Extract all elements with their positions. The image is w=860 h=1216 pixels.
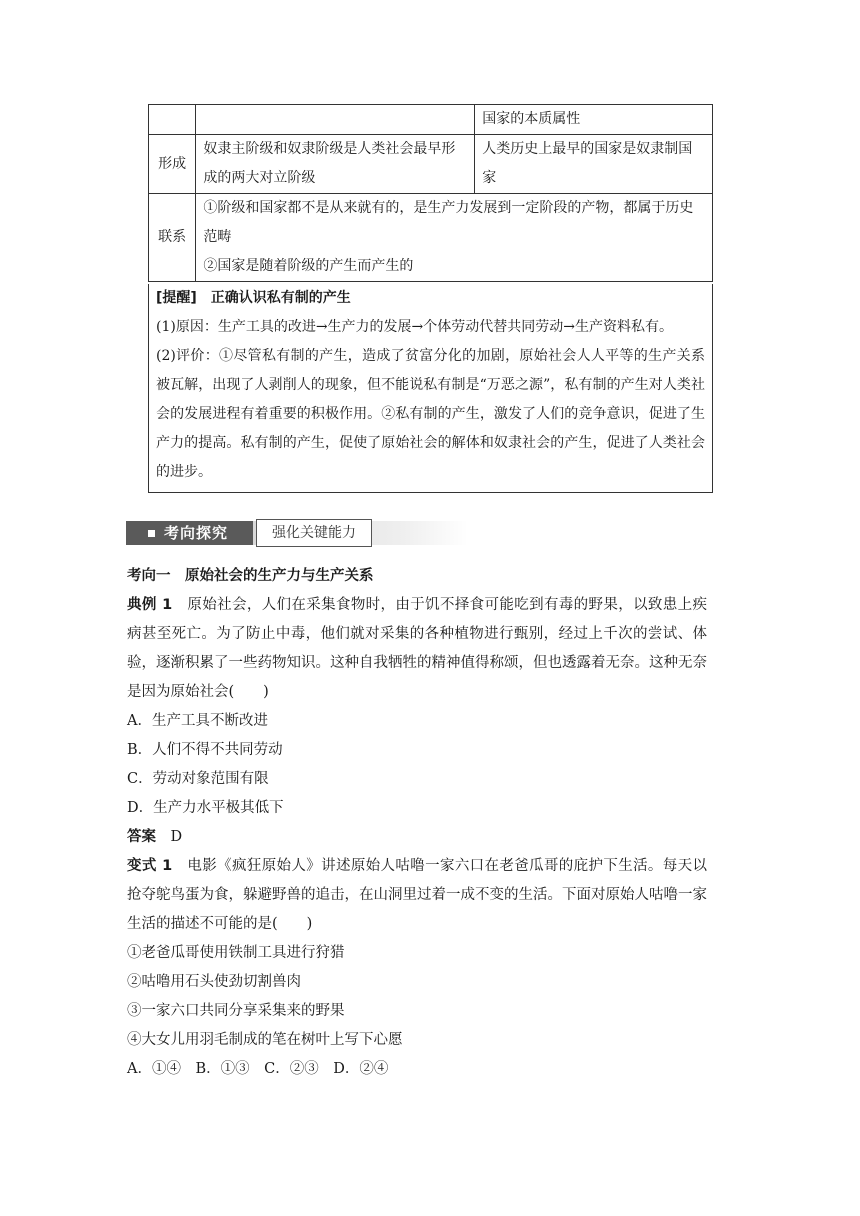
banner-dark-label: 考向探究: [164, 524, 229, 542]
table-cell: 奴隶主阶级和奴隶阶级是人类社会最早形成的两大对立阶级: [196, 135, 475, 194]
relation-point-2: ②国家是随着阶级的产生而产生的: [203, 258, 414, 274]
variant-item-2: ②咕噜用石头使劲切割兽肉: [127, 974, 301, 990]
section-body: [127, 562, 707, 1084]
table-row: [149, 194, 713, 282]
option-c: C．劳动对象范围有限: [127, 771, 269, 787]
variant-text: 电影《疯狂原始人》讲述原始人咕噜一家六口在老爸瓜哥的庇护下生活。每天以抢夺鸵鸟蛋为食，躲避野兽的追击，在山洞里过着一成不变的生活。下面对原始人咕噜一家生活的描述不可能的是( ): [127, 858, 708, 932]
tip-tag: [提醒]: [156, 290, 197, 306]
row-label-relation: 联系: [149, 194, 196, 282]
table-cell-empty: [149, 105, 196, 135]
table-cell-empty: [196, 105, 475, 135]
section-heading: 考向一 原始社会的生产力与生产关系: [127, 568, 374, 584]
answer-line: [127, 823, 707, 852]
variant-label: 变式 1: [127, 858, 173, 874]
class-state-table: [148, 104, 713, 282]
variant-item-3: ③一家六口共同分享采集来的野果: [127, 1003, 345, 1019]
option-a: A．生产工具不断改进: [127, 713, 268, 729]
example-text: 原始社会，人们在采集食物时，由于饥不择食可能吃到有毒的野果，以致患上疾病甚至死亡。为了防止中毒，他们就对采集的各种植物进行甄别，经过上千次的尝试、体验，逐渐积累了一些药物知识。这种自我牺牲的精神值得称颂，但也透露着无奈。这种无奈是因为原始社会( ): [127, 597, 708, 700]
tip-evaluation: (2)评价：①尽管私有制的产生，造成了贫富分化的加剧，原始社会人人平等的生产关系被瓦解，出现了人剥削人的现象，但不能说私有制是“万恶之源”，私有制的产生对人类社会的发展进程有着重要的积极作用。②私有制的产生，激发了人们的竞争意识，促进了生产力的提高。私有制的产生，促使了原始社会的解体和奴隶社会的产生，促进了人类社会的进步。: [156, 348, 705, 480]
variant-paragraph: [127, 852, 707, 939]
example-label: 典例 1: [127, 597, 173, 613]
option-b: B．人们不得不共同劳动: [127, 742, 283, 758]
square-bullet-icon: [148, 530, 155, 537]
table-cell-merged: [196, 194, 713, 282]
variant-item-1: ①老爸瓜哥使用铁制工具进行狩猎: [127, 945, 345, 961]
option-d: D．生产力水平极其低下: [127, 800, 284, 816]
tip-reason: (1)原因：生产工具的改进→生产力的发展→个体劳动代替共同劳动→生产资料私有。: [156, 319, 674, 335]
example-paragraph: [127, 591, 707, 707]
tip-box: [148, 284, 713, 493]
relation-point-1: ①阶级和国家都不是从来就有的，是生产力发展到一定阶段的产物，都属于历史范畴: [203, 200, 694, 245]
banner-light-label: 强化关键能力: [256, 519, 372, 547]
table-cell: 人类历史上最早的国家是奴隶制国家: [475, 135, 713, 194]
answer-value: D: [170, 829, 183, 845]
banner-dark-block: [126, 521, 253, 545]
variant-item-4: ④大女儿用羽毛制成的笔在树叶上写下心愿: [127, 1032, 403, 1048]
table-row: [149, 135, 713, 194]
table-row: [149, 105, 713, 135]
section-banner: [126, 519, 468, 547]
table-cell: 国家的本质属性: [475, 105, 713, 135]
variant-choices: A．①④ B．①③ C．②③ D．②④: [127, 1061, 389, 1077]
tip-title: 正确认识私有制的产生: [210, 290, 351, 306]
row-label-formation: 形成: [149, 135, 196, 194]
answer-label: 答案: [127, 829, 156, 845]
